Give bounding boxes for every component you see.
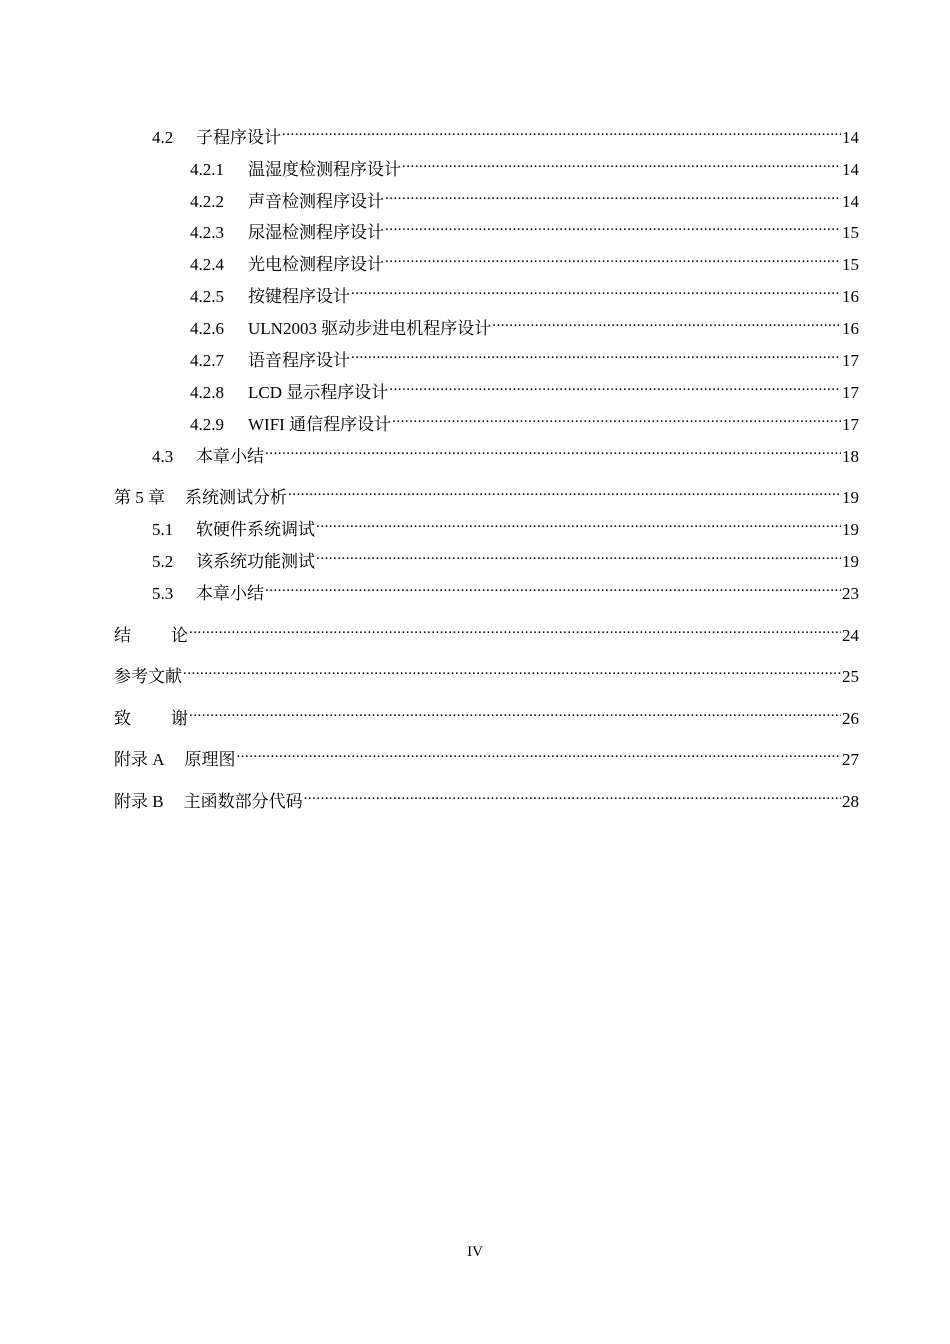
- toc-entry-title: [114, 625, 188, 647]
- toc-leader-dots: [304, 785, 841, 807]
- toc-entry[interactable]: [152, 513, 859, 539]
- toc-entry[interactable]: [190, 312, 859, 338]
- toc-entry-title: 尿湿检测程序设计: [248, 223, 384, 242]
- toc-entry[interactable]: [152, 440, 859, 466]
- toc-entry[interactable]: [190, 376, 859, 402]
- toc-entry[interactable]: [190, 248, 859, 274]
- toc-entry[interactable]: [190, 280, 859, 306]
- toc-entry-number: 5.1: [152, 520, 174, 539]
- toc-entry-title: 系统测试分析: [185, 488, 287, 507]
- toc-leader-dots: [288, 481, 841, 503]
- toc-entry-number: 4.2.7: [190, 351, 224, 370]
- toc-entry-number: 4.3: [152, 447, 174, 466]
- toc-entry-number: 第 5 章: [114, 488, 165, 507]
- toc-leader-dots: [316, 513, 841, 535]
- toc-leader-dots: [492, 312, 841, 334]
- toc-entry-page: 14: [842, 128, 859, 147]
- toc-entry-page: 26: [842, 709, 859, 728]
- toc-entry-title: 参考文献: [114, 667, 182, 686]
- toc-entry-title: ULN2003 驱动步进电机程序设计: [248, 319, 492, 338]
- toc-entry-title: 按键程序设计: [248, 287, 350, 306]
- toc-entry-page: 17: [842, 351, 859, 370]
- toc-entry[interactable]: [114, 785, 859, 811]
- toc-entry-page: 18: [842, 447, 859, 466]
- toc-entry[interactable]: [190, 216, 859, 242]
- toc-entry[interactable]: [114, 619, 859, 645]
- toc-entry-page: 14: [842, 160, 859, 179]
- toc-entry[interactable]: [190, 408, 859, 434]
- toc-entry-title: 光电检测程序设计: [248, 255, 384, 274]
- toc-entry-title: [114, 708, 188, 730]
- toc-entry-number: 4.2.9: [190, 415, 224, 434]
- toc-entry-page: 23: [842, 584, 859, 603]
- toc-entry[interactable]: [190, 185, 859, 211]
- toc-leader-dots: [189, 619, 841, 641]
- toc-entry-title: 本章小结: [196, 447, 264, 466]
- toc-entry-title: 温湿度检测程序设计: [248, 160, 401, 179]
- toc-title-char: 结: [114, 626, 131, 645]
- toc-leader-dots: [351, 280, 841, 302]
- toc-entry-title: 软硬件系统调试: [196, 520, 315, 539]
- toc-entry-title: 原理图: [184, 750, 236, 769]
- toc-entry-page: 19: [842, 552, 859, 571]
- toc-entry-page: 17: [842, 415, 859, 434]
- toc-leader-dots: [265, 440, 841, 462]
- toc-entry-title: WIFI 通信程序设计: [248, 415, 392, 434]
- toc-leader-dots: [183, 660, 841, 682]
- toc-entry-title: 声音检测程序设计: [248, 192, 384, 211]
- toc-entry-number: 4.2: [152, 128, 174, 147]
- toc-leader-dots: [351, 344, 841, 366]
- toc-entry[interactable]: [152, 545, 859, 571]
- toc-entry-number: 4.2.2: [190, 192, 224, 211]
- toc-entry-page: 16: [842, 287, 859, 306]
- toc-entry[interactable]: [152, 121, 859, 147]
- toc-entry-number: 附录 B: [114, 792, 164, 811]
- toc-entry-title: 该系统功能测试: [196, 552, 315, 571]
- toc-entry-page: 19: [842, 520, 859, 539]
- toc-entry-number: 附录 A: [114, 750, 165, 769]
- toc-entry-number: 4.2.8: [190, 383, 224, 402]
- toc-entry[interactable]: [190, 153, 859, 179]
- toc-entry-page: 27: [842, 750, 859, 769]
- toc-entry-title: 子程序设计: [196, 128, 281, 147]
- toc-entry-number: 5.3: [152, 584, 174, 603]
- toc-leader-dots: [265, 577, 841, 599]
- toc-leader-dots: [385, 248, 841, 270]
- toc-leader-dots: [402, 153, 841, 175]
- toc-entry-page: 15: [842, 223, 859, 242]
- toc-entry-title: LCD 显示程序设计: [248, 383, 389, 402]
- toc-title-char: 谢: [171, 709, 188, 728]
- toc-leader-dots: [385, 216, 841, 238]
- toc-entry-number: 4.2.5: [190, 287, 224, 306]
- toc-entry[interactable]: [114, 743, 859, 769]
- toc-entry-page: 17: [842, 383, 859, 402]
- page-number: IV: [467, 1244, 483, 1260]
- toc-leader-dots: [189, 702, 841, 724]
- toc-entry-page: 14: [842, 192, 859, 211]
- toc-leader-dots: [316, 545, 841, 567]
- toc-entry-page: 24: [842, 626, 859, 645]
- toc-entry-number: 4.2.6: [190, 319, 224, 338]
- toc-leader-dots: [282, 121, 841, 143]
- toc-entry-title: 主函数部分代码: [183, 792, 303, 811]
- toc-leader-dots: [389, 376, 841, 398]
- toc-entry-page: 16: [842, 319, 859, 338]
- toc-entry-title: 语音程序设计: [248, 351, 350, 370]
- toc-title-char: 论: [171, 626, 188, 645]
- toc-title-char: 致: [114, 709, 131, 728]
- toc-entry-title: 本章小结: [196, 584, 264, 603]
- toc-entry[interactable]: [114, 702, 859, 728]
- toc-entry-page: 28: [842, 792, 859, 811]
- toc-entry-page: 25: [842, 667, 859, 686]
- toc-leader-dots: [385, 185, 841, 207]
- toc-entry-page: 19: [842, 488, 859, 507]
- toc-entry-number: 5.2: [152, 552, 174, 571]
- toc-leader-dots: [237, 743, 841, 765]
- toc-entry-page: 15: [842, 255, 859, 274]
- toc-entry[interactable]: [190, 344, 859, 370]
- toc-entry-number: 4.2.3: [190, 223, 224, 242]
- toc-entry[interactable]: [114, 660, 859, 686]
- toc-entry-number: 4.2.4: [190, 255, 224, 274]
- toc-entry-number: 4.2.1: [190, 160, 224, 179]
- toc-entry[interactable]: [152, 577, 859, 603]
- toc-leader-dots: [392, 408, 841, 430]
- toc-entry[interactable]: [114, 481, 859, 507]
